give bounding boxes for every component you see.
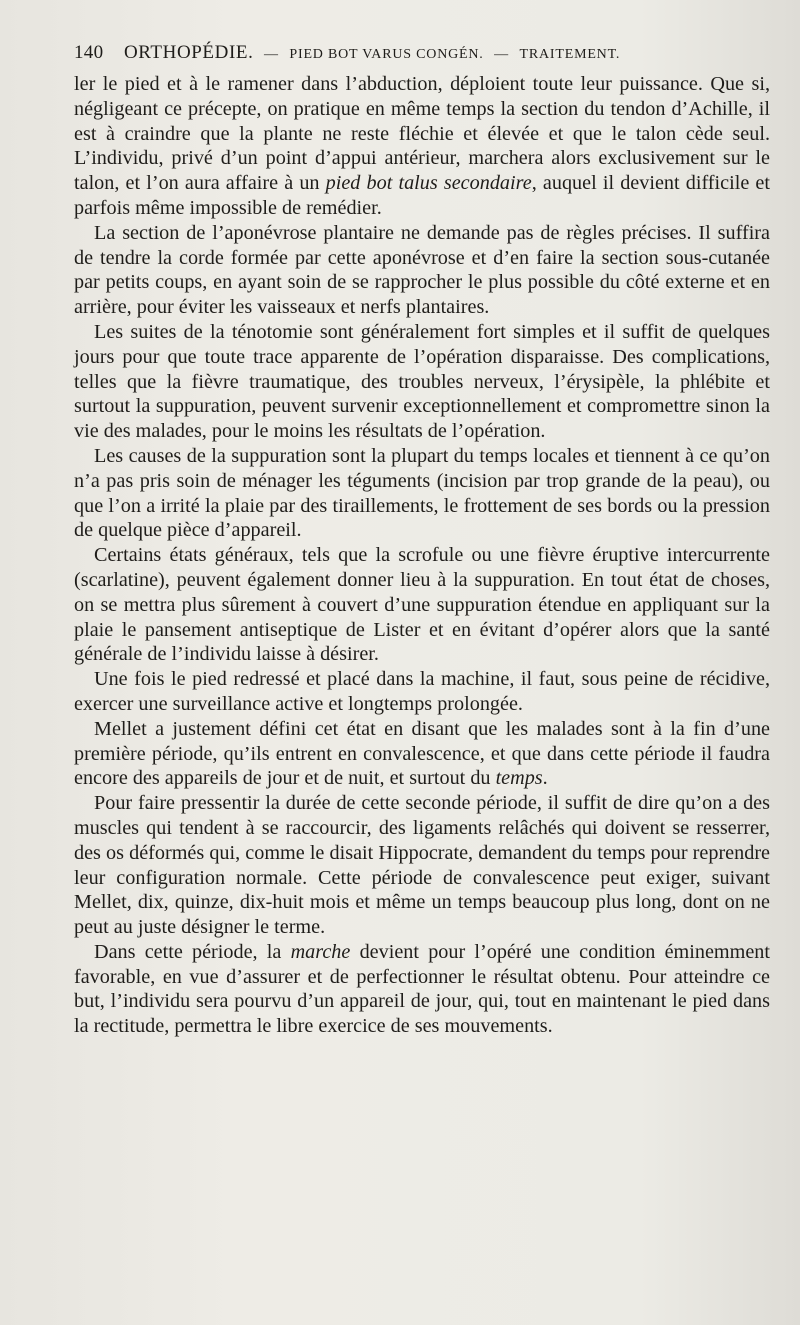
text-segment: Certains états généraux, tels que la scrofule ou une fièvre éruptive intercurrente (scarlatine), peuvent également donner lieu à la suppuration. En tout état de choses, on se mettra plus sûrement à couvert d’une suppuration étendue en appliquant sur la plaie le pansement antiseptique de Lister et en évitant d’opérer alors que la santé générale de l’individu laisse à désirer.	[74, 544, 770, 666]
text-segment: Pour faire pressentir la durée de cette seconde période, il suffit de dire qu’on a des muscles qui tendent à se raccourcir, des ligaments relâchés qui doivent se resserrer, des os déformés qui, comme le disait Hippocrate, demandent du temps pour reprendre leur configuration normale. Cette période de convalescence peut exiger, suivant Mellet, dix, quinze, dix-huit mois et même un temps beaucoup plus long, dont on ne peut au juste désigner le terme.	[74, 792, 770, 939]
italic-term: temps	[495, 767, 543, 790]
paragraph	[74, 72, 770, 221]
page-number: 140	[74, 42, 104, 63]
paragraph	[74, 717, 770, 791]
text-segment: Les suites de la ténotomie sont généralement fort simples et il suffit de quelques jours pour que toute trace apparente de l’opération disparaisse. Des complications, telles que la fièvre traumatique, des troubles nerveux, l’érysipèle, la phlébite et surtout la suppuration, peuvent survenir exceptionnellement et compromettre sinon la vie des malades, pour le moins les résultats de l’opération.	[74, 320, 770, 443]
text-segment: Les causes de la suppuration sont la plupart du temps locales et tiennent à ce qu’on n’a pas pris soin de ménager les téguments (incision par trop grande de la peau), ou que l’on a irrité la plaie par des tiraillements, le frottement de ses bords ou la pression de quelque pièce d’appareil.	[74, 444, 770, 542]
text-segment: devient pour l’opéré une condition éminemment favorable, en vue d’assurer et de perfectionner le résultat obtenu. Pour atteindre ce but, l’individu sera pourvu d’un appareil de jour, qui, tout en maintenant le pied dans la rectitude, permettra le libre exercice de ses mouvements.	[74, 940, 770, 1038]
running-separator: —	[264, 47, 279, 62]
paragraph	[74, 543, 770, 667]
text-segment: Mellet a justement défini cet état en disant que les malades sont à la fin d’une première période, qu’ils entrent en convalescence, et que dans cette période il faudra encore des appareils de jour et de nuit, et surtout du	[74, 717, 770, 790]
text-segment: La section de l’aponévrose plantaire ne demande pas de règles précises. Il suffira de tendre la corde formée par cette aponévrose et d’en faire la section sous-cutanée par petits coups, en ayant soin de se rapprocher le plus possible du côté externe et en arrière, pour éviter les vaisseaux et nerfs plantaires.	[74, 221, 770, 319]
text-segment: .	[542, 767, 548, 790]
body-text	[74, 72, 770, 1039]
italic-term: pied bot talus secondaire	[325, 172, 532, 195]
paragraph	[74, 667, 770, 717]
text-segment: ler le pied et à le ramener dans l’abduction, déploient toute leur puissance. Que si, négligeant ce précepte, on pratique en même temps la section du tendon d’Achille, il est à craindre que la plante ne reste fléchie et élevée et que le talon cède seul. L’individu, privé d’un point d’appui antérieur, marchera alors exclusivement sur le talon, et l’on aura affaire à un	[74, 73, 770, 195]
paragraph	[74, 940, 770, 1039]
text-segment: Dans cette période, la	[94, 940, 291, 963]
running-separator: —	[494, 47, 509, 62]
running-head	[74, 42, 754, 72]
text-segment: Une fois le pied redressé et placé dans la machine, il faut, sous peine de récidive, exercer une surveillance active et longtemps prolongée.	[74, 668, 770, 715]
paragraph	[74, 444, 770, 543]
text-segment: , auquel il devient difficile et parfois même impossible de remédier.	[74, 172, 770, 219]
paragraph	[74, 221, 770, 320]
running-subtitle: PIED BOT VARUS CONGÉN.	[289, 47, 484, 62]
running-section: TRAITEMENT.	[519, 47, 621, 62]
paragraph	[74, 320, 770, 444]
paragraph	[74, 791, 770, 940]
running-title: ORTHOPÉDIE.	[123, 42, 254, 63]
italic-term: marche	[290, 940, 351, 963]
